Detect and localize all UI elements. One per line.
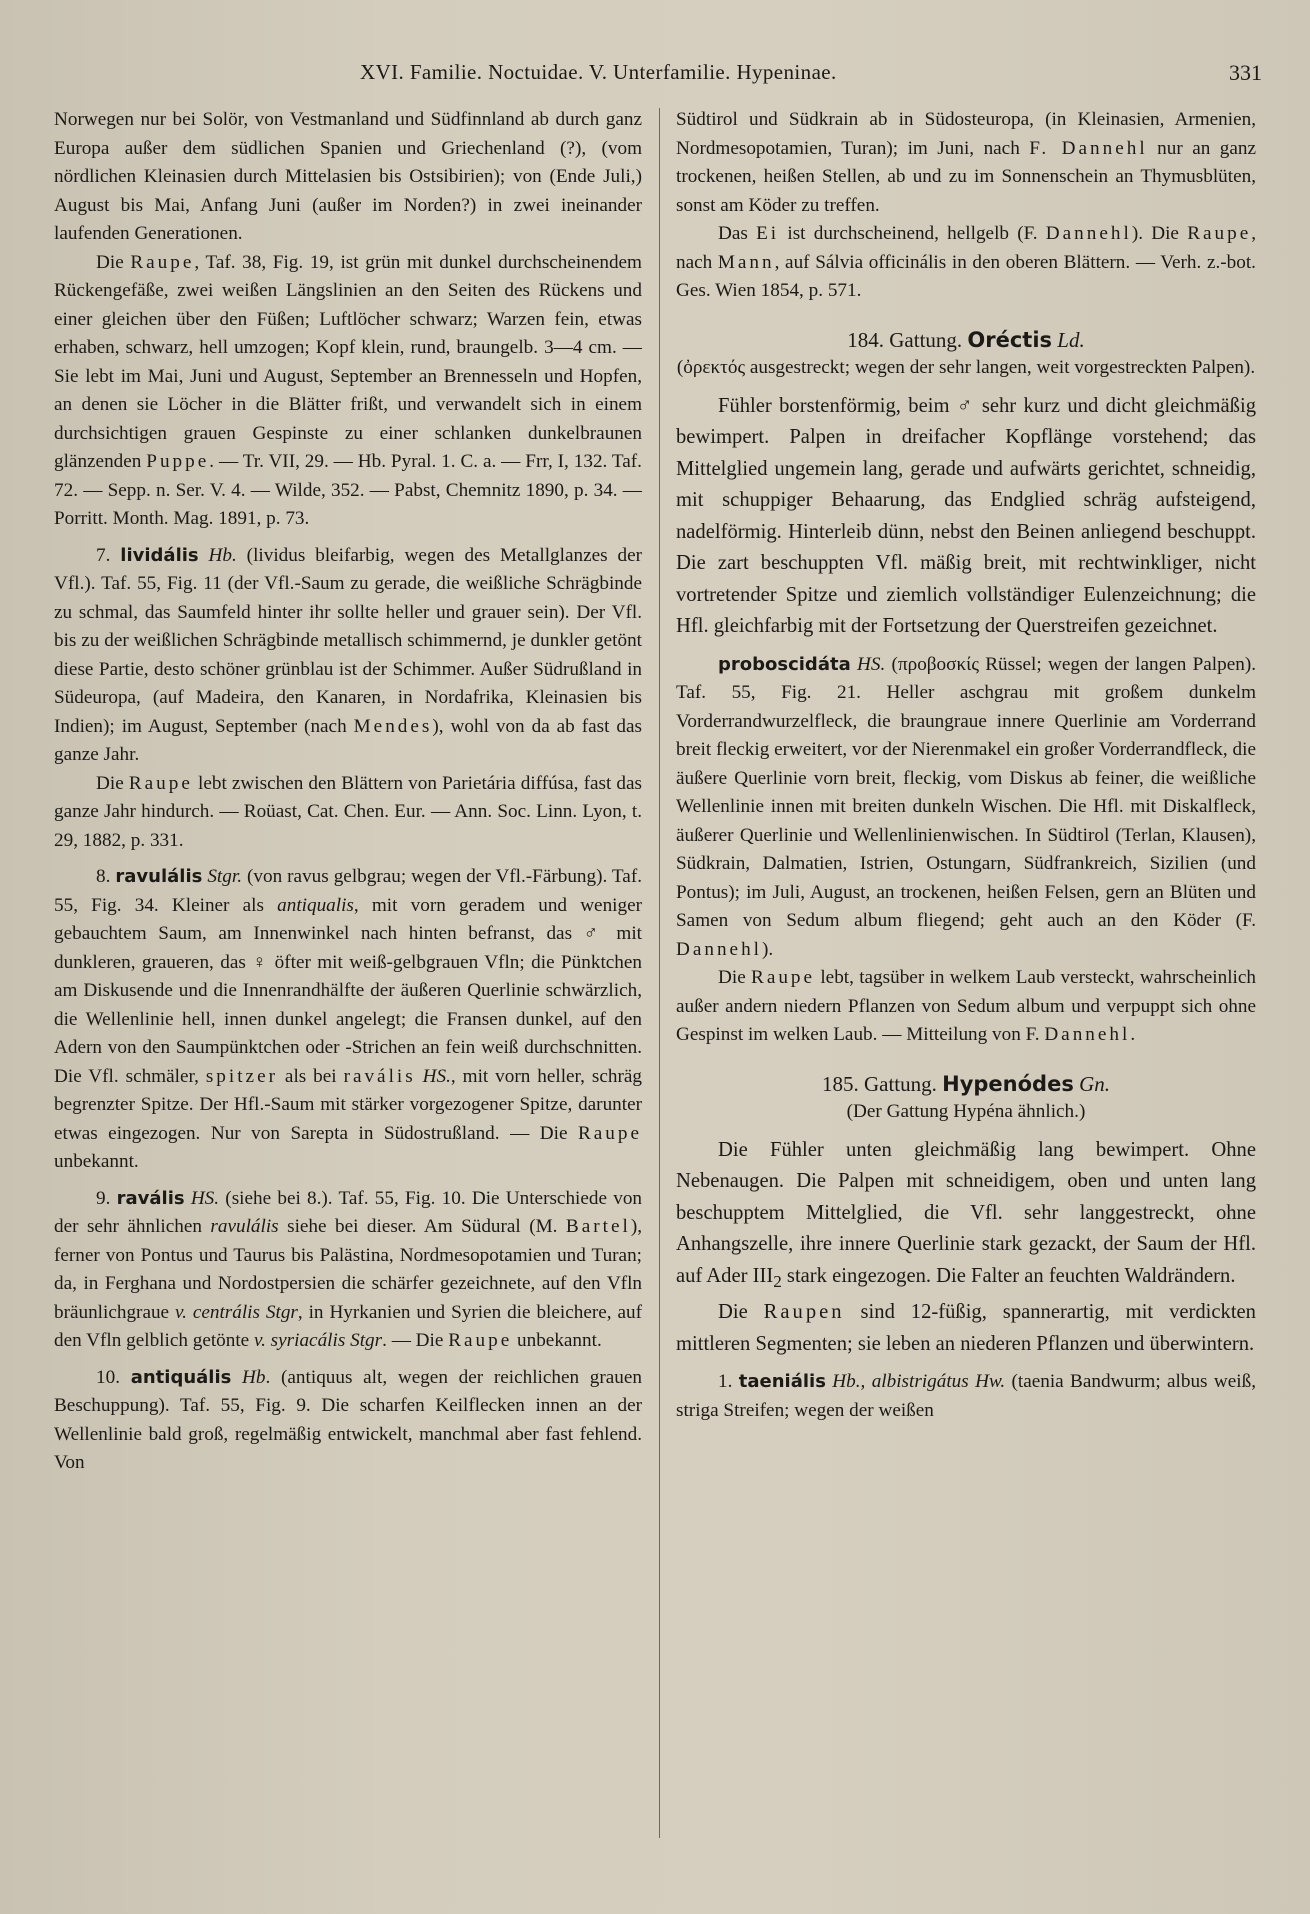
species-name: lividális (120, 544, 199, 566)
paragraph: Südtirol und Südkrain ab in Südosteuropa, (in Kleinasien, Armenien, Nordmesopotamien, Turan); im Juni, nach F. Dannehl nur an ganz trockenen, heißen Stellen, ab und zu im Sonnenschein an Thymusblüten, sonst am Köder zu treffen. (676, 109, 1256, 216)
species-entry-proboscidata: proboscidáta HS. (προβοσκίς Rüssel; wegen der langen Palpen). Taf. 55, Fig. 21. Heller aschgrau mit großem dunkelm Vorderrandwurzelfleck, die braungraue innere Querlinie am Vorderrand breit fleckig erweitert, vor der Nierenmakel ein großer Vorderrandfleck, die äußere Querlinie vorn breit, fleckig, vom Diskus ab feiner, die weißliche Wellenlinie innen mit breiten dunkeln Wischen. Die Hfl. mit Diskalfleck, äußerer Querlinie und Wellenlinienwischen. In Südtirol (Terlan, Klausen), Südkrain, Dalmatien, Istrien, Ostungarn, Südfrankreich, Sizilien (und Pontus); im Juli, August, an trockenen, heißen Felsen, gern an Blüten und Samen von Sedum album fliegend; geht auch an den Köder (F. Dannehl). (676, 653, 1257, 960)
species-name: ravális (116, 1187, 185, 1209)
left-column (54, 106, 642, 1478)
species-entry-lividalis: 7. lividális Hb. (lividus bleifarbig, wegen des Metallglanzes der Vfl.). Taf. 55, Fig. 11 (der Vfl.-Saum zu gerade, die weißliche Schrägbinde zu schmal, das Saumfeld hinter ihr sollte heller und grauer sein). Der Vfl. bis zu der weißlichen Schrägbinde metallisch schimmernd, je dunkler getönt diese Partie, desto schöner grünblau ist der Schimmer. Außer Südrußland in Südeuropa, (auf Madeira, den Kanaren, in Nordafrika, Kleinasien bis Indien); im August, September (nach Mendes), wohl von da ab fast das ganze Jahr. (54, 544, 642, 765)
species-entry-taenialis: 1. taeniális Hb., albistrigátus Hw. (taenia Bandwurm; albus weiß, striga Streifen; wegen der weißen (676, 1371, 1256, 1421)
species-entry-ravalis: 9. ravális HS. (siehe bei 8.). Taf. 55, Fig. 10. Die Unterschiede von der sehr ähnlichen ravulális siehe bei dieser. Am Südural (M. Bartel), ferner von Pontus und Taurus bis Palästina, Nordmesopotamien und Turan; da, in Ferghana und Nordostpersien die schärfer gezeichnete, auf den Vfln bräunlichgraue v. centrális Stgr, in Hyrkanien und Syrien die bleichere, auf den Vfln gelblich getönte v. syriacális Stgr. — Die Raupe unbekannt. (54, 1187, 643, 1351)
species-name: ravulális (115, 866, 203, 887)
species-entry-antiqualis: 10. antiquális Hb. (antiquus alt, wegen der reichlichen grauen Beschuppung). Taf. 55, Fig. 9. Die scharfen Keilflecken innen an der Wellenlinie bald groß, regelmäßig entwickelt, manchmal aber fast fehlend. Von (54, 1366, 642, 1473)
genus-etymology: (ὀρεκτός ausgestreckt; wegen der sehr langen, weit vorgestreckten Palpen). (676, 357, 1256, 378)
genus-description: Die Fühler unten gleichmäßig lang bewimpert. Ohne Nebenaugen. Die Palpen mit schneidigem, oben und unten lang beschupptem Mittelglied, die Vfl. sehr langgestreckt, ohne Anhangszelle, ihre innere Querlinie stark gezackt, der Saum der Hfl. auf Ader $III_2$ stark eingezogen. Die Falter an feuchten Waldrändern. (676, 1138, 1256, 1291)
genus-name: Hypenódes (942, 1071, 1074, 1096)
paragraph: Die Raupe lebt, tagsüber in welkem Laub versteckt, wahrscheinlich außer andern niedern Pflanzen von Sedum album und verpuppt sich ohne Gespinst im welken Laub. — Mitteilung von F. Dannehl. (676, 967, 1256, 1045)
species-name: antiquális (130, 1366, 232, 1388)
paragraph: Die Raupe, Taf. 38, Fig. 19, ist grün mit dunkel durchscheinendem Rückengefäße, zwei weißen Längslinien an den Seiten des Rückens und einer gleichen über den Füßen; Luftlöcher schwarz; Warzen fein, etwas erhaben, schwarz, hell umzogen; Kopf klein, rund, braungelb. 3—4 cm. — Sie lebt im Mai, Juni und August, September an Brennesseln und Hopfen, an denen sie Löcher in die Blätter frißt, und verwandelt sich in einem durchsichtigen grauen Gespinste zu einer schlanken dunkelbraunen glänzenden Puppe. — Tr. VII, 29. — Hb. Pyral. 1. C. a. — Frr, I, 132. Taf. 72. — Sepp. n. Ser. V. 4. — Wilde, 352. — Pabst, Chemnitz 1890, p. 34. — Porritt. Month. Mag. 1891, p. 73. (54, 251, 642, 529)
page-number: 331 (1229, 60, 1262, 85)
column-divider (659, 108, 660, 1838)
genus-description: Fühler borstenförmig, beim ♂ sehr kurz und dicht gleichmäßig bewimpert. Palpen in dreifacher Kopflänge vorstehend; das Mittelglied ungemein lang, gerade und aufwärts gerichtet, schneidig, mit schuppiger Behaarung, das Endglied schräg aufsteigend, nadelförmig. Hinterleib dünn, nebst den Beinen anliegend beschuppt. Die zart beschuppten Vfl. mäßig breit, mit rechtwinkliger, nicht vortretender Spitze und ziemlich vollständiger Eulenzeichnung; die Hfl. gleichfarbig mit der Fortsetzung der Querstreifen gezeichnet. (676, 394, 1256, 637)
paragraph: Das Ei ist durchscheinend, hellgelb (F. Dannehl). Die Raupe, nach Mann, auf Sálvia officinális in den oberen Blättern. — Verh. z.-bot. Ges. Wien 1854, p. 571. (676, 223, 1257, 301)
species-name: taeniális (738, 1371, 826, 1393)
paragraph: Die Raupen sind 12-füßig, spannerartig, mit verdickten mittleren Segmenten; sie leben an niederen Pflanzen und überwintern. (676, 1301, 1256, 1355)
right-column (676, 106, 1256, 1425)
genus-heading-orectis: 184. Gattung. Oréctis Ld. (847, 327, 1085, 352)
genus-etymology: (Der Gattung Hypéna ähnlich.) (846, 1101, 1086, 1122)
species-entry-ravulalis: 8. ravulális Stgr. (von ravus gelbgrau; wegen der Vfl.-Färbung). Taf. 55, Fig. 34. Kleiner als antiqualis, mit vorn geradem und weniger gebauchtem Saum, am Innenwinkel nach hinten befranst, das ♂ mit dunkleren, graueren, das ♀ öfter mit weiß-gelbgrauen Vfln; die Pünktchen am Diskusende und die Innenrandhälfte der äußeren Querlinie schwärzlich, die Wellenlinie hell, innen dunkel angelegt; die Fransen dunkel, auf den Adern von den Saumpünktchen oder -Strichen an fein weiß durchschnitten. Die Vfl. schmäler, spitzer als bei ravális HS., mit vorn heller, schräg begrenzter Spitze. Der Hfl.-Saum mit stärker vorgezogener Spitze, darunter etwas eingezogen. Nur von Sarepta in Südostrußland. — Die Raupe unbekannt. (54, 866, 643, 1172)
species-name: proboscidáta (718, 653, 851, 675)
paragraph: Die Raupe lebt zwischen den Blättern von Parietária diffúsa, fast das ganze Jahr hindurch. — Roüast, Cat. Chen. Eur. — Ann. Soc. Linn. Lyon, t. 29, 1882, p. 331. (54, 772, 642, 851)
page-header (360, 56, 1262, 90)
paragraph: Norwegen nur bei Solör, von Vestmanland und Südfinnland ab durch ganz Europa außer dem südlichen Spanien und Griechenland (?), (vom nördlichen Kleinasien durch Mittelasien bis Ostsibirien); von (Ende Juli,) August bis Mai, Anfang Juni (außer im Norden?) in zwei ineinander laufenden Generationen. (54, 109, 642, 244)
genus-heading-hypenodes: 185. Gattung. Hypenódes Gn. (821, 1071, 1111, 1096)
running-title: XVI. Familie. Noctuidae. V. Unterfamilie. Hypeninae. (360, 60, 837, 84)
genus-name: Oréctis (967, 327, 1053, 352)
